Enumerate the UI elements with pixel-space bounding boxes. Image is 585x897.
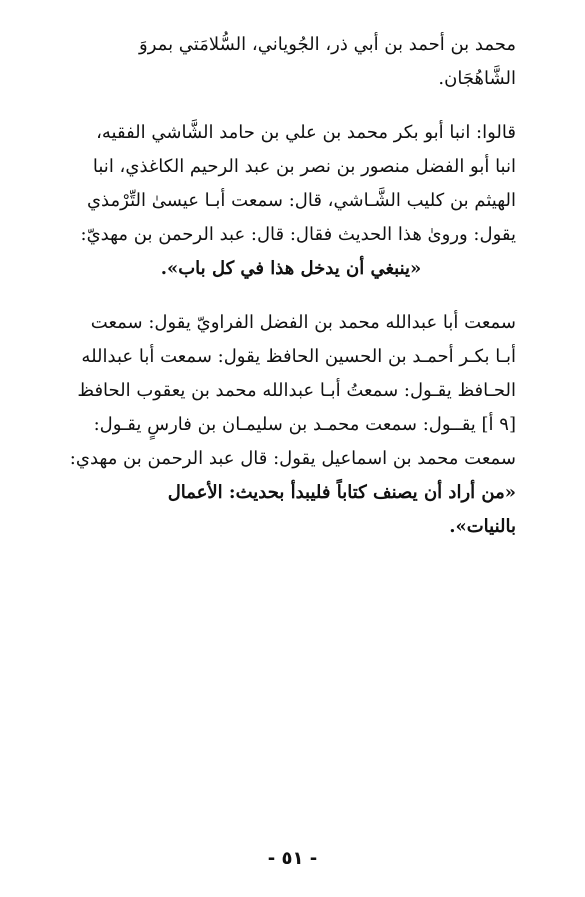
paragraph-tirmidhi-narration — [66, 116, 516, 286]
quoted-saying: «من أراد أن يصنف كتاباً فليبدأ بحديث: الأعمال — [167, 482, 516, 503]
text-line: قالوا: انبا أبو بكر محمد بن علي بن حامد الشَّاشي الفقيه، — [96, 122, 516, 143]
text-line: انبا أبو الفضل منصور بن نصر بن عبد الرحيم الكاغذي، انبا — [92, 156, 516, 177]
quoted-saying: «ينبغي أن يدخل هذا في كل باب». — [160, 258, 422, 279]
text-line: الهيثم بن كليب الشَّـاشي، قال: سمعت أبـا عيسىٰ التِّرْمذي — [86, 190, 516, 211]
text-line: أبـا بكـر أحمـد بن الحسين الحافظ يقول: سمعت أبا عبدالله — [81, 346, 516, 367]
text-line: محمد بن أحمد بن أبي ذر، الجُوياني، السُّلامَتي بمروَ — [139, 34, 516, 55]
paragraph-farawi-narration — [66, 306, 516, 544]
quoted-saying-end: بالنيات». — [449, 516, 516, 537]
text-line: [٩ أ] يقــول: سمعت محمـد بن سليمـان بن فارسٍ يقـول: — [93, 414, 516, 435]
page-number: - ٥١ - — [267, 848, 318, 869]
text-line: سمعت محمد بن اسماعيل يقول: قال عبد الرحمن بن مهدي: — [69, 448, 516, 469]
paragraph-isnad-intro — [66, 28, 516, 96]
text-line: الشَّاهُجَان. — [438, 68, 516, 89]
text-line: يقول: وروىٰ هذا الحديث فقال: قال: عبد الرحمن بن مهديّ: — [80, 224, 516, 245]
text-line: الحـافظ يقـول: سمعتُ أبـا عبدالله محمد بن يعقوب الحافظ — [77, 380, 516, 401]
text-line: سمعت أبا عبدالله محمد بن الفضل الفراويّ يقول: سمعت — [90, 312, 516, 333]
